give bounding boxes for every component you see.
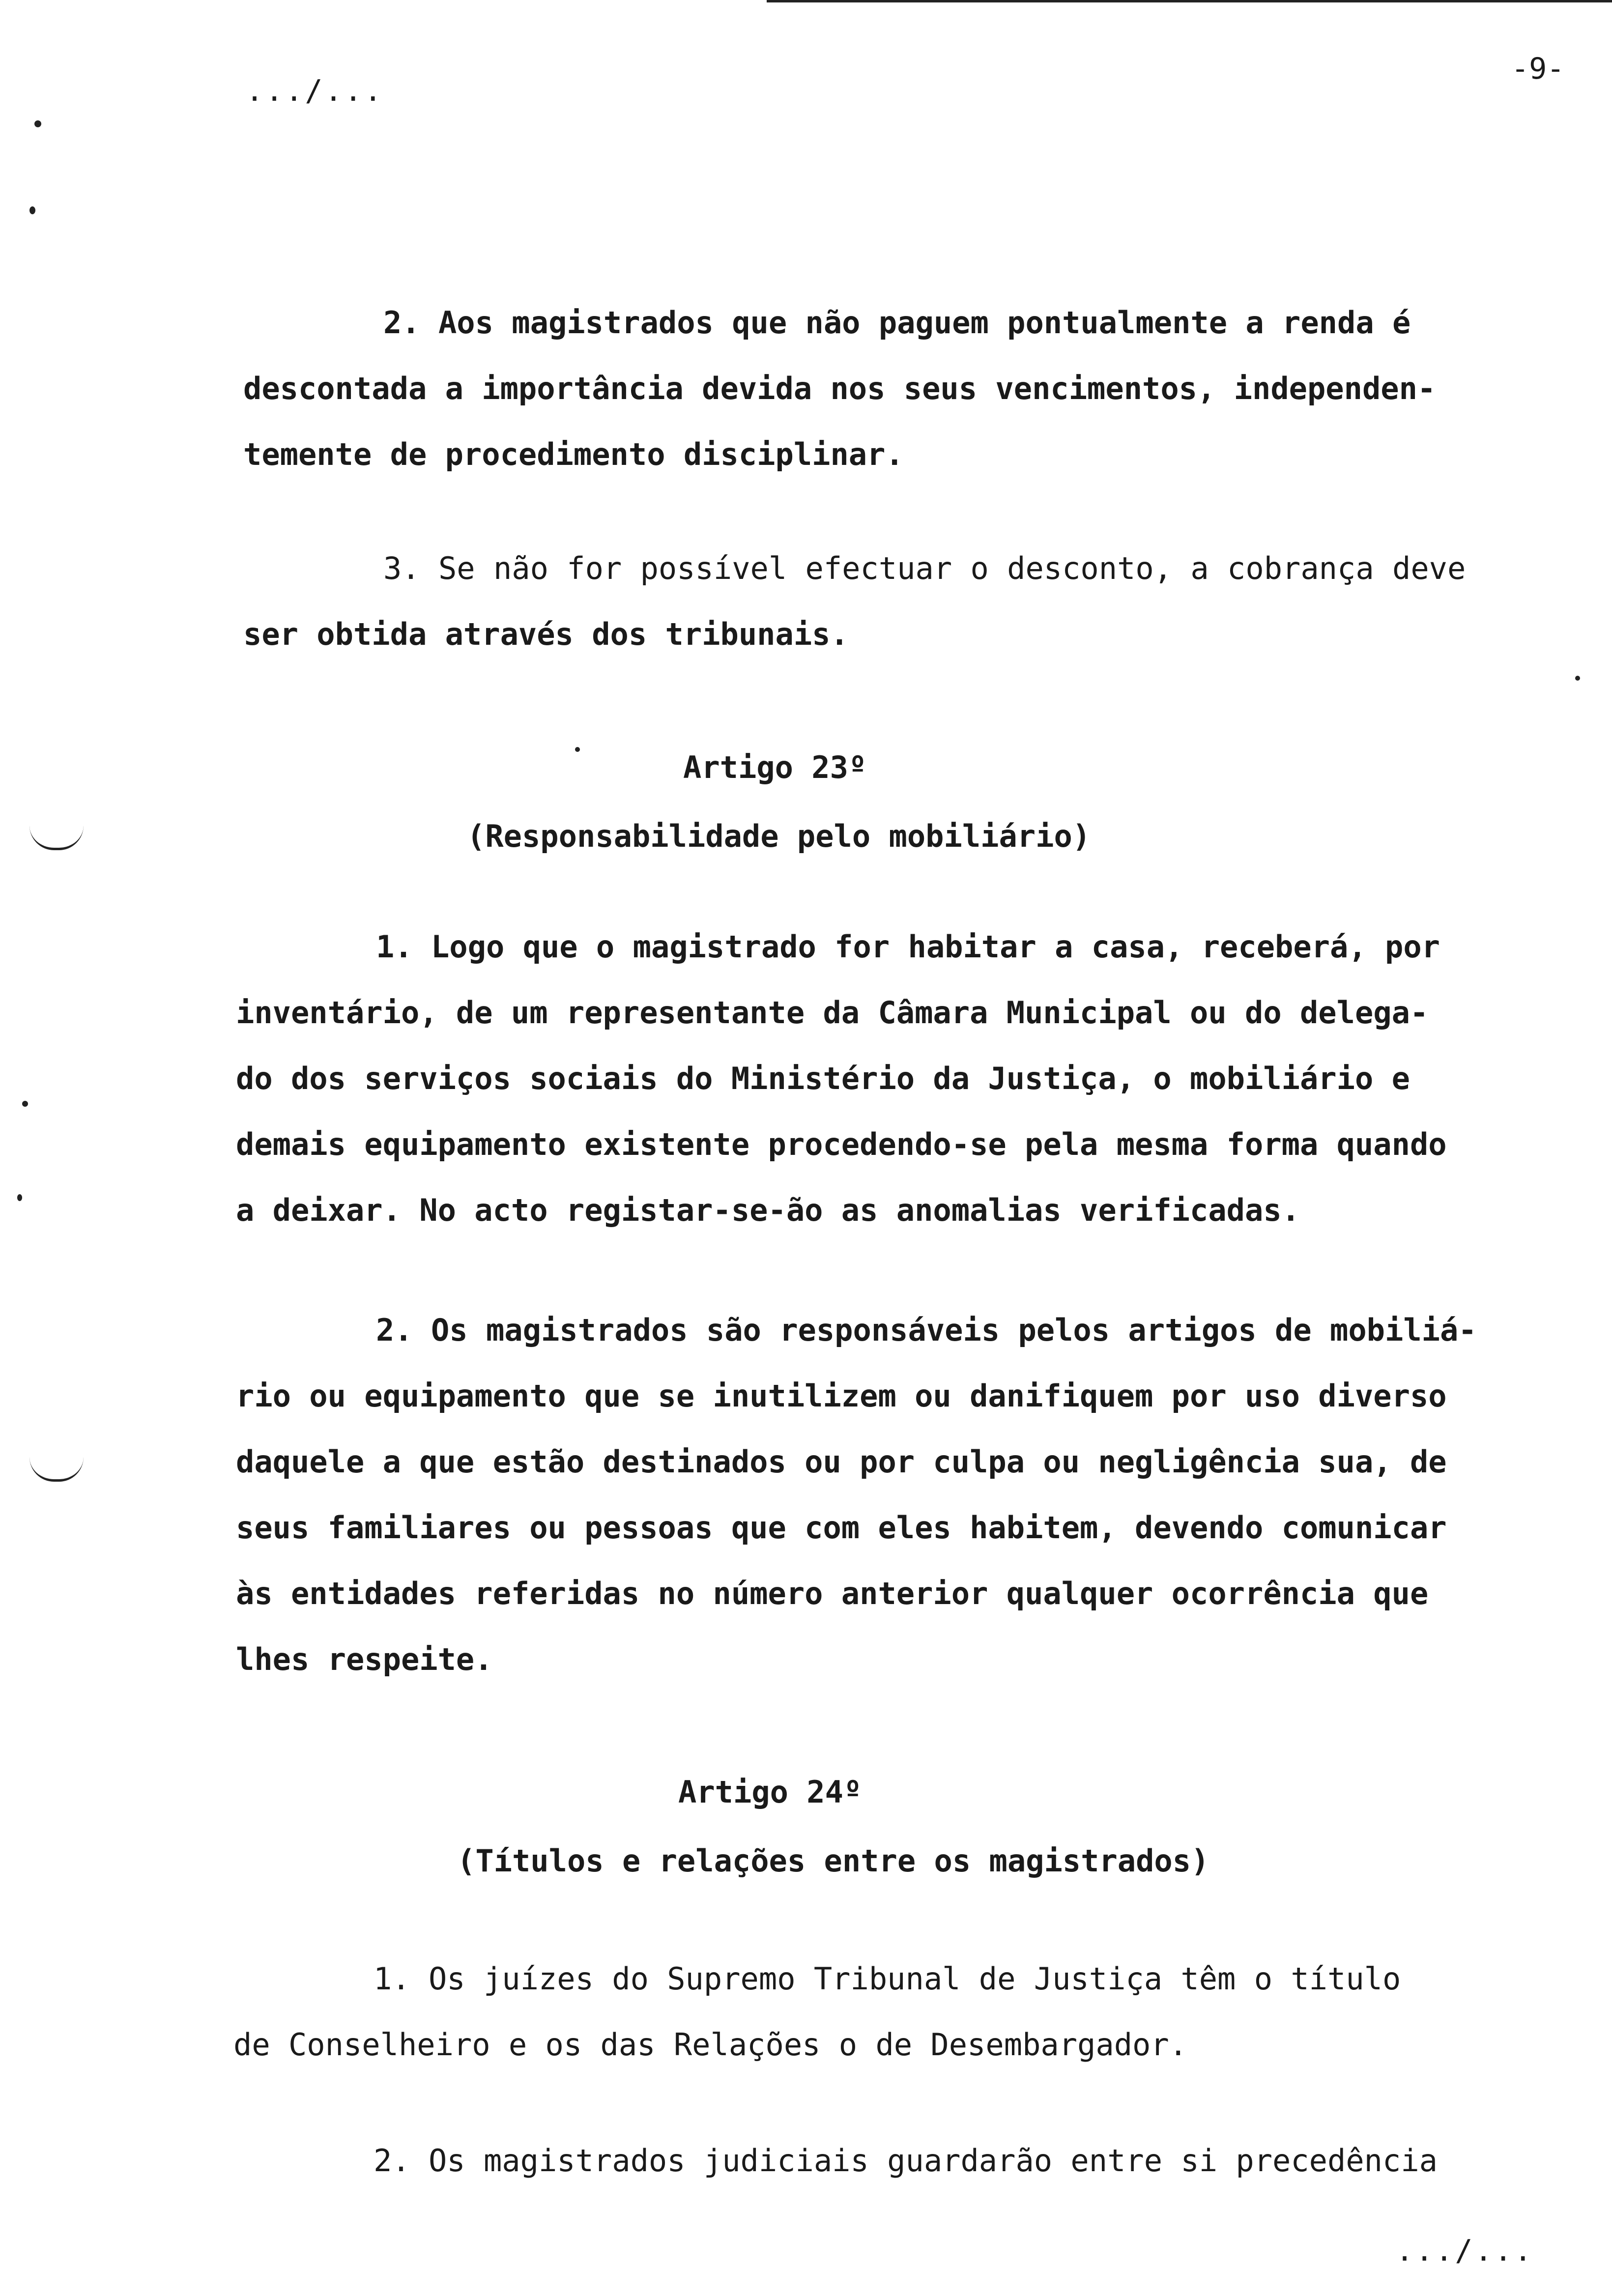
- scan-speck: [22, 1101, 28, 1107]
- page-number: -9-: [1511, 52, 1565, 86]
- text-line: temente de procedimento disciplinar.: [243, 436, 904, 472]
- scan-speck: [34, 120, 41, 127]
- article-24-paragraph-2: [233, 2128, 1438, 2194]
- text-line: inventário, de um representante da Câmara Municipal ou do delega-: [236, 995, 1429, 1031]
- top-rule: [767, 0, 1612, 2]
- text-line: 1. Os juízes do Supremo Tribunal de Justiça têm o título: [374, 1961, 1401, 1997]
- article-23-title: (Responsabilidade pelo mobiliário): [467, 818, 1091, 854]
- scan-speck: [29, 206, 35, 214]
- text-line: demais equipamento existente procedendo-se pela mesma forma quando: [236, 1126, 1447, 1162]
- text-line: seus familiares ou pessoas que com eles habitem, devendo comunicar: [236, 1510, 1447, 1546]
- text-line: 2. Aos magistrados que não paguem pontualmente a renda é: [383, 305, 1411, 341]
- text-line: ser obtida através dos tribunais.: [243, 616, 849, 652]
- continued-marker-top: .../...: [246, 74, 384, 108]
- article-23-paragraph-1: [236, 914, 1447, 1243]
- article-24-heading: Artigo 24º: [678, 1774, 862, 1810]
- article-24-title: (Títulos e relações entre os magistrados): [457, 1843, 1209, 1879]
- article-24-paragraph-1: [233, 1946, 1401, 2078]
- text-line: 3. Se não for possível efectuar o desconto, a cobrança deve: [383, 550, 1466, 586]
- text-line: 2. Os magistrados são responsáveis pelos artigos de mobiliá-: [376, 1312, 1477, 1348]
- text-line: descontada a importância devida nos seus vencimentos, independen-: [243, 371, 1436, 406]
- text-line: lhes respeite.: [236, 1641, 493, 1677]
- margin-mark: [29, 826, 84, 850]
- text-line: do dos serviços sociais do Ministério da Justiça, o mobiliário e: [236, 1061, 1410, 1096]
- text-line: a deixar. No acto registar-se-ão as anomalias verificadas.: [236, 1192, 1300, 1228]
- article-23-paragraph-2: [236, 1297, 1477, 1693]
- text-line: de Conselheiro e os das Relações o de Desembargador.: [233, 2027, 1188, 2063]
- text-line: 2. Os magistrados judiciais guardarão entre si precedência: [374, 2143, 1438, 2179]
- paragraph-collection: [243, 536, 1466, 667]
- continued-marker-bottom: .../...: [1396, 2234, 1534, 2268]
- text-line: às entidades referidas no número anterior qualquer ocorrência que: [236, 1576, 1429, 1611]
- article-23-heading: Artigo 23º: [683, 749, 867, 785]
- text-line: 1. Logo que o magistrado for habitar a casa, receberá, por: [376, 929, 1440, 965]
- text-line: daquele a que estão destinados ou por culpa ou negligência sua, de: [236, 1444, 1447, 1480]
- paragraph-rent-deduction: [243, 290, 1436, 488]
- scan-speck: [575, 747, 580, 752]
- text-line: rio ou equipamento que se inutilizem ou danifiquem por uso diverso: [236, 1378, 1447, 1414]
- margin-mark: [29, 1457, 84, 1482]
- scan-speck: [1575, 676, 1580, 681]
- scan-speck: [17, 1194, 22, 1201]
